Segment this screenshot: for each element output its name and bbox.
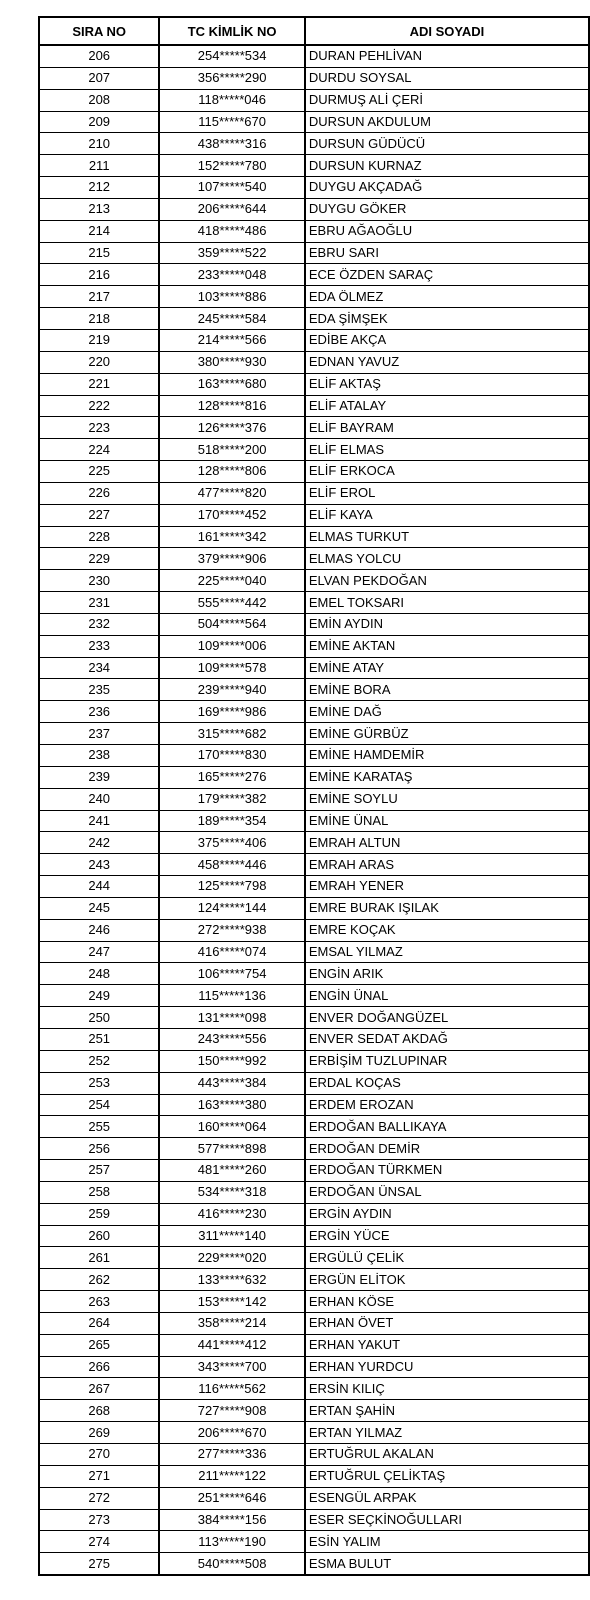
cell-tc-kimlik-no: 245*****584 [159, 308, 304, 330]
cell-tc-kimlik-no: 128*****806 [159, 461, 304, 483]
table-row [39, 1181, 589, 1203]
table-row [39, 592, 589, 614]
cell-sira-no: 218 [39, 308, 159, 330]
cell-tc-kimlik-no: 577*****898 [159, 1138, 304, 1160]
cell-adi-soyadi: ELİF AKTAŞ [305, 373, 589, 395]
table-row [39, 395, 589, 417]
cell-tc-kimlik-no: 458*****446 [159, 854, 304, 876]
table-body [39, 45, 589, 1575]
cell-adi-soyadi: ELVAN PEKDOĞAN [305, 570, 589, 592]
cell-sira-no: 252 [39, 1050, 159, 1072]
cell-sira-no: 236 [39, 701, 159, 723]
header-tc-kimlik-no: TC KİMLİK NO [159, 17, 304, 45]
cell-tc-kimlik-no: 161*****342 [159, 526, 304, 548]
cell-sira-no: 251 [39, 1028, 159, 1050]
table-row [39, 745, 589, 767]
cell-tc-kimlik-no: 251*****646 [159, 1487, 304, 1509]
header-adi-soyadi: ADI SOYADI [305, 17, 589, 45]
name-list-table [38, 16, 590, 1576]
cell-adi-soyadi: EMİNE ÜNAL [305, 810, 589, 832]
cell-sira-no: 224 [39, 439, 159, 461]
table-row [39, 89, 589, 111]
cell-sira-no: 210 [39, 133, 159, 155]
cell-tc-kimlik-no: 165*****276 [159, 766, 304, 788]
cell-tc-kimlik-no: 206*****670 [159, 1422, 304, 1444]
cell-tc-kimlik-no: 170*****830 [159, 745, 304, 767]
cell-sira-no: 227 [39, 504, 159, 526]
cell-adi-soyadi: EDNAN YAVUZ [305, 351, 589, 373]
table-row [39, 941, 589, 963]
cell-tc-kimlik-no: 343*****700 [159, 1356, 304, 1378]
table-row [39, 264, 589, 286]
cell-adi-soyadi: ERDEM EROZAN [305, 1094, 589, 1116]
cell-tc-kimlik-no: 418*****486 [159, 220, 304, 242]
cell-adi-soyadi: EMİNE DAĞ [305, 701, 589, 723]
cell-sira-no: 237 [39, 723, 159, 745]
cell-adi-soyadi: EMRE KOÇAK [305, 919, 589, 941]
table-row [39, 1487, 589, 1509]
cell-tc-kimlik-no: 206*****644 [159, 198, 304, 220]
cell-tc-kimlik-no: 128*****816 [159, 395, 304, 417]
cell-tc-kimlik-no: 358*****214 [159, 1312, 304, 1334]
table-row [39, 242, 589, 264]
cell-sira-no: 266 [39, 1356, 159, 1378]
cell-sira-no: 274 [39, 1531, 159, 1553]
cell-adi-soyadi: ENVER DOĞANGÜZEL [305, 1007, 589, 1029]
cell-sira-no: 272 [39, 1487, 159, 1509]
cell-sira-no: 206 [39, 45, 159, 67]
cell-tc-kimlik-no: 441*****412 [159, 1334, 304, 1356]
table-row [39, 133, 589, 155]
table-row [39, 45, 589, 67]
cell-adi-soyadi: DURAN PEHLİVAN [305, 45, 589, 67]
cell-sira-no: 223 [39, 417, 159, 439]
cell-sira-no: 264 [39, 1312, 159, 1334]
table-row [39, 177, 589, 199]
cell-adi-soyadi: EMİNE GÜRBÜZ [305, 723, 589, 745]
cell-adi-soyadi: ERHAN KÖSE [305, 1291, 589, 1313]
cell-tc-kimlik-no: 243*****556 [159, 1028, 304, 1050]
cell-sira-no: 263 [39, 1291, 159, 1313]
table-row [39, 1378, 589, 1400]
cell-sira-no: 234 [39, 657, 159, 679]
cell-sira-no: 240 [39, 788, 159, 810]
cell-sira-no: 249 [39, 985, 159, 1007]
cell-tc-kimlik-no: 311*****140 [159, 1225, 304, 1247]
cell-adi-soyadi: ERTAN YILMAZ [305, 1422, 589, 1444]
table-row [39, 329, 589, 351]
cell-sira-no: 247 [39, 941, 159, 963]
cell-sira-no: 270 [39, 1444, 159, 1466]
cell-sira-no: 209 [39, 111, 159, 133]
table-row [39, 919, 589, 941]
cell-tc-kimlik-no: 131*****098 [159, 1007, 304, 1029]
table-row [39, 1028, 589, 1050]
table-row [39, 854, 589, 876]
cell-tc-kimlik-no: 443*****384 [159, 1072, 304, 1094]
table-row [39, 963, 589, 985]
cell-tc-kimlik-no: 438*****316 [159, 133, 304, 155]
cell-adi-soyadi: ERDOĞAN BALLIKAYA [305, 1116, 589, 1138]
header-row [39, 17, 589, 45]
cell-adi-soyadi: EMİNE KARATAŞ [305, 766, 589, 788]
table-row [39, 286, 589, 308]
cell-sira-no: 248 [39, 963, 159, 985]
cell-sira-no: 226 [39, 482, 159, 504]
cell-sira-no: 258 [39, 1181, 159, 1203]
cell-adi-soyadi: ENVER SEDAT AKDAĞ [305, 1028, 589, 1050]
table-row [39, 1444, 589, 1466]
cell-sira-no: 214 [39, 220, 159, 242]
table-row [39, 373, 589, 395]
cell-adi-soyadi: ERDOĞAN DEMİR [305, 1138, 589, 1160]
cell-sira-no: 268 [39, 1400, 159, 1422]
cell-adi-soyadi: DUYGU GÖKER [305, 198, 589, 220]
cell-tc-kimlik-no: 416*****230 [159, 1203, 304, 1225]
table-row [39, 1138, 589, 1160]
cell-tc-kimlik-no: 126*****376 [159, 417, 304, 439]
cell-adi-soyadi: EMRAH YENER [305, 876, 589, 898]
cell-adi-soyadi: EMRAH ARAS [305, 854, 589, 876]
cell-tc-kimlik-no: 125*****798 [159, 876, 304, 898]
cell-tc-kimlik-no: 170*****452 [159, 504, 304, 526]
cell-adi-soyadi: ESİN YALIM [305, 1531, 589, 1553]
cell-tc-kimlik-no: 189*****354 [159, 810, 304, 832]
cell-tc-kimlik-no: 477*****820 [159, 482, 304, 504]
cell-tc-kimlik-no: 379*****906 [159, 548, 304, 570]
cell-adi-soyadi: EMİNE HAMDEMİR [305, 745, 589, 767]
cell-sira-no: 244 [39, 876, 159, 898]
cell-sira-no: 228 [39, 526, 159, 548]
cell-sira-no: 256 [39, 1138, 159, 1160]
table-row [39, 526, 589, 548]
cell-sira-no: 213 [39, 198, 159, 220]
table-row [39, 613, 589, 635]
cell-adi-soyadi: DURSUN KURNAZ [305, 155, 589, 177]
table-row [39, 461, 589, 483]
table-row [39, 439, 589, 461]
cell-tc-kimlik-no: 107*****540 [159, 177, 304, 199]
cell-sira-no: 260 [39, 1225, 159, 1247]
cell-adi-soyadi: ERDAL KOÇAS [305, 1072, 589, 1094]
table-row [39, 1400, 589, 1422]
table-row [39, 788, 589, 810]
cell-tc-kimlik-no: 380*****930 [159, 351, 304, 373]
header-sira-no: SIRA NO [39, 17, 159, 45]
cell-tc-kimlik-no: 727*****908 [159, 1400, 304, 1422]
cell-tc-kimlik-no: 116*****562 [159, 1378, 304, 1400]
table-row [39, 1225, 589, 1247]
cell-adi-soyadi: EDA ŞİMŞEK [305, 308, 589, 330]
table-row [39, 1247, 589, 1269]
table-row [39, 723, 589, 745]
cell-tc-kimlik-no: 534*****318 [159, 1181, 304, 1203]
cell-adi-soyadi: ERGİN AYDIN [305, 1203, 589, 1225]
cell-sira-no: 271 [39, 1465, 159, 1487]
cell-adi-soyadi: DURSUN AKDULUM [305, 111, 589, 133]
cell-sira-no: 216 [39, 264, 159, 286]
table-row [39, 657, 589, 679]
cell-sira-no: 231 [39, 592, 159, 614]
cell-adi-soyadi: ENGİN ÜNAL [305, 985, 589, 1007]
table-row [39, 985, 589, 1007]
cell-sira-no: 207 [39, 67, 159, 89]
cell-tc-kimlik-no: 540*****508 [159, 1553, 304, 1575]
cell-tc-kimlik-no: 160*****064 [159, 1116, 304, 1138]
cell-tc-kimlik-no: 277*****336 [159, 1444, 304, 1466]
cell-sira-no: 233 [39, 635, 159, 657]
table-row [39, 548, 589, 570]
table-row [39, 1007, 589, 1029]
cell-adi-soyadi: ELİF BAYRAM [305, 417, 589, 439]
cell-tc-kimlik-no: 356*****290 [159, 67, 304, 89]
table-row [39, 1509, 589, 1531]
cell-adi-soyadi: ERGÜN ELİTOK [305, 1269, 589, 1291]
cell-sira-no: 259 [39, 1203, 159, 1225]
cell-sira-no: 211 [39, 155, 159, 177]
cell-adi-soyadi: ERDOĞAN ÜNSAL [305, 1181, 589, 1203]
cell-tc-kimlik-no: 115*****136 [159, 985, 304, 1007]
cell-tc-kimlik-no: 169*****986 [159, 701, 304, 723]
cell-tc-kimlik-no: 118*****046 [159, 89, 304, 111]
table-row [39, 155, 589, 177]
cell-tc-kimlik-no: 109*****578 [159, 657, 304, 679]
cell-adi-soyadi: ERTAN ŞAHİN [305, 1400, 589, 1422]
table-row [39, 1356, 589, 1378]
cell-tc-kimlik-no: 163*****680 [159, 373, 304, 395]
table-row [39, 1531, 589, 1553]
cell-sira-no: 242 [39, 832, 159, 854]
cell-adi-soyadi: EMSAL YILMAZ [305, 941, 589, 963]
cell-tc-kimlik-no: 229*****020 [159, 1247, 304, 1269]
cell-tc-kimlik-no: 115*****670 [159, 111, 304, 133]
cell-tc-kimlik-no: 124*****144 [159, 897, 304, 919]
cell-adi-soyadi: ERGİN YÜCE [305, 1225, 589, 1247]
cell-tc-kimlik-no: 315*****682 [159, 723, 304, 745]
cell-tc-kimlik-no: 481*****260 [159, 1160, 304, 1182]
table-row [39, 1422, 589, 1444]
cell-adi-soyadi: ESMA BULUT [305, 1553, 589, 1575]
table-row [39, 1312, 589, 1334]
cell-adi-soyadi: DUYGU AKÇADAĞ [305, 177, 589, 199]
table-row [39, 1465, 589, 1487]
table-row [39, 308, 589, 330]
table-row [39, 701, 589, 723]
cell-adi-soyadi: EMRAH ALTUN [305, 832, 589, 854]
cell-tc-kimlik-no: 106*****754 [159, 963, 304, 985]
cell-sira-no: 254 [39, 1094, 159, 1116]
cell-sira-no: 229 [39, 548, 159, 570]
cell-adi-soyadi: EBRU AĞAOĞLU [305, 220, 589, 242]
table-row [39, 504, 589, 526]
cell-tc-kimlik-no: 518*****200 [159, 439, 304, 461]
cell-sira-no: 221 [39, 373, 159, 395]
table-row [39, 1203, 589, 1225]
table-row [39, 1553, 589, 1575]
table-row [39, 1050, 589, 1072]
cell-adi-soyadi: EBRU SARI [305, 242, 589, 264]
cell-adi-soyadi: ERHAN ÖVET [305, 1312, 589, 1334]
table-row [39, 1334, 589, 1356]
table-row [39, 766, 589, 788]
table-row [39, 482, 589, 504]
table-row [39, 832, 589, 854]
cell-adi-soyadi: EMRE BURAK IŞILAK [305, 897, 589, 919]
cell-tc-kimlik-no: 103*****886 [159, 286, 304, 308]
cell-tc-kimlik-no: 359*****522 [159, 242, 304, 264]
cell-adi-soyadi: ERHAN YURDCU [305, 1356, 589, 1378]
table-row [39, 198, 589, 220]
cell-adi-soyadi: ERTUĞRUL ÇELİKTAŞ [305, 1465, 589, 1487]
table-row [39, 1269, 589, 1291]
cell-tc-kimlik-no: 214*****566 [159, 329, 304, 351]
cell-adi-soyadi: ERTUĞRUL AKALAN [305, 1444, 589, 1466]
table-row [39, 876, 589, 898]
cell-sira-no: 230 [39, 570, 159, 592]
cell-sira-no: 217 [39, 286, 159, 308]
cell-adi-soyadi: ELİF ELMAS [305, 439, 589, 461]
cell-sira-no: 245 [39, 897, 159, 919]
cell-sira-no: 241 [39, 810, 159, 832]
cell-adi-soyadi: ERHAN YAKUT [305, 1334, 589, 1356]
table-row [39, 67, 589, 89]
cell-sira-no: 225 [39, 461, 159, 483]
cell-sira-no: 261 [39, 1247, 159, 1269]
cell-adi-soyadi: EMİN AYDIN [305, 613, 589, 635]
table-row [39, 679, 589, 701]
table-row [39, 1160, 589, 1182]
cell-sira-no: 246 [39, 919, 159, 941]
table-row [39, 1094, 589, 1116]
cell-sira-no: 219 [39, 329, 159, 351]
cell-adi-soyadi: DURSUN GÜDÜCÜ [305, 133, 589, 155]
cell-tc-kimlik-no: 384*****156 [159, 1509, 304, 1531]
cell-tc-kimlik-no: 375*****406 [159, 832, 304, 854]
cell-sira-no: 262 [39, 1269, 159, 1291]
cell-tc-kimlik-no: 416*****074 [159, 941, 304, 963]
table-row [39, 1291, 589, 1313]
cell-tc-kimlik-no: 150*****992 [159, 1050, 304, 1072]
table-row [39, 570, 589, 592]
cell-sira-no: 235 [39, 679, 159, 701]
cell-adi-soyadi: ENGİN ARIK [305, 963, 589, 985]
cell-sira-no: 212 [39, 177, 159, 199]
cell-tc-kimlik-no: 504*****564 [159, 613, 304, 635]
cell-tc-kimlik-no: 152*****780 [159, 155, 304, 177]
cell-sira-no: 238 [39, 745, 159, 767]
cell-sira-no: 255 [39, 1116, 159, 1138]
cell-sira-no: 265 [39, 1334, 159, 1356]
cell-sira-no: 275 [39, 1553, 159, 1575]
cell-sira-no: 232 [39, 613, 159, 635]
cell-adi-soyadi: DURDU SOYSAL [305, 67, 589, 89]
cell-adi-soyadi: EMİNE BORA [305, 679, 589, 701]
cell-tc-kimlik-no: 133*****632 [159, 1269, 304, 1291]
cell-sira-no: 220 [39, 351, 159, 373]
cell-adi-soyadi: EDA ÖLMEZ [305, 286, 589, 308]
table-row [39, 897, 589, 919]
cell-tc-kimlik-no: 211*****122 [159, 1465, 304, 1487]
table-row [39, 417, 589, 439]
cell-sira-no: 267 [39, 1378, 159, 1400]
cell-tc-kimlik-no: 239*****940 [159, 679, 304, 701]
cell-tc-kimlik-no: 225*****040 [159, 570, 304, 592]
cell-sira-no: 250 [39, 1007, 159, 1029]
cell-adi-soyadi: EMİNE ATAY [305, 657, 589, 679]
cell-sira-no: 269 [39, 1422, 159, 1444]
table-row [39, 635, 589, 657]
cell-adi-soyadi: EMEL TOKSARI [305, 592, 589, 614]
table-row [39, 810, 589, 832]
table-row [39, 351, 589, 373]
cell-tc-kimlik-no: 179*****382 [159, 788, 304, 810]
cell-tc-kimlik-no: 113*****190 [159, 1531, 304, 1553]
cell-adi-soyadi: ERSİN KILIÇ [305, 1378, 589, 1400]
table-row [39, 111, 589, 133]
cell-tc-kimlik-no: 555*****442 [159, 592, 304, 614]
table-row [39, 1116, 589, 1138]
cell-tc-kimlik-no: 163*****380 [159, 1094, 304, 1116]
cell-adi-soyadi: EMİNE AKTAN [305, 635, 589, 657]
cell-adi-soyadi: ELMAS YOLCU [305, 548, 589, 570]
cell-tc-kimlik-no: 153*****142 [159, 1291, 304, 1313]
cell-tc-kimlik-no: 109*****006 [159, 635, 304, 657]
cell-tc-kimlik-no: 254*****534 [159, 45, 304, 67]
cell-sira-no: 239 [39, 766, 159, 788]
cell-adi-soyadi: ELİF KAYA [305, 504, 589, 526]
cell-adi-soyadi: EDİBE AKÇA [305, 329, 589, 351]
cell-adi-soyadi: ERDOĞAN TÜRKMEN [305, 1160, 589, 1182]
cell-adi-soyadi: ERBİŞİM TUZLUPINAR [305, 1050, 589, 1072]
cell-tc-kimlik-no: 233*****048 [159, 264, 304, 286]
cell-sira-no: 215 [39, 242, 159, 264]
cell-adi-soyadi: ELİF EROL [305, 482, 589, 504]
cell-adi-soyadi: ERGÜLÜ ÇELİK [305, 1247, 589, 1269]
cell-adi-soyadi: ELİF ATALAY [305, 395, 589, 417]
cell-sira-no: 222 [39, 395, 159, 417]
cell-adi-soyadi: ELİF ERKOCA [305, 461, 589, 483]
cell-sira-no: 208 [39, 89, 159, 111]
cell-adi-soyadi: ESER SEÇKİNOĞULLARI [305, 1509, 589, 1531]
cell-sira-no: 243 [39, 854, 159, 876]
cell-adi-soyadi: EMİNE SOYLU [305, 788, 589, 810]
cell-adi-soyadi: ESENGÜL ARPAK [305, 1487, 589, 1509]
cell-adi-soyadi: DURMUŞ ALİ ÇERİ [305, 89, 589, 111]
cell-sira-no: 253 [39, 1072, 159, 1094]
cell-sira-no: 257 [39, 1160, 159, 1182]
table-row [39, 1072, 589, 1094]
cell-adi-soyadi: ELMAS TURKUT [305, 526, 589, 548]
cell-sira-no: 273 [39, 1509, 159, 1531]
table-row [39, 220, 589, 242]
cell-tc-kimlik-no: 272*****938 [159, 919, 304, 941]
cell-adi-soyadi: ECE ÖZDEN SARAÇ [305, 264, 589, 286]
